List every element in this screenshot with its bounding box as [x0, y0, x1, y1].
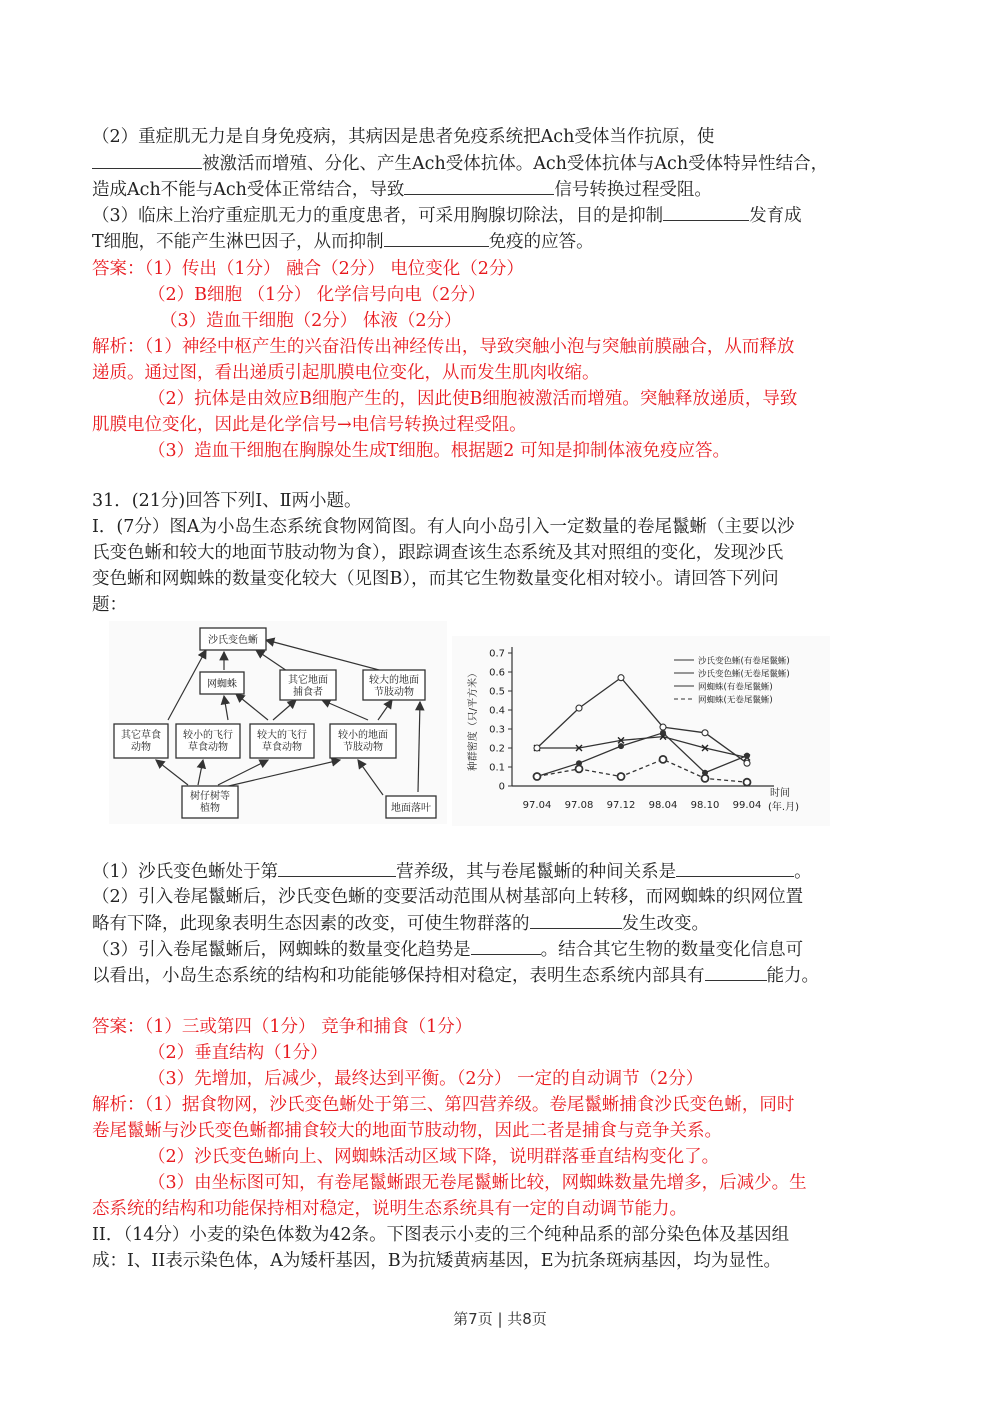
- data-point: [744, 760, 750, 766]
- x-tick-label: 98.10: [690, 800, 720, 811]
- answer-blank: [92, 150, 202, 169]
- node-wangzhizhu: [200, 672, 244, 694]
- svg-text:较大的地面节肢动物: 较大的地面节肢动物: [369, 675, 419, 698]
- node-jiaoxiao-dimian: [330, 724, 396, 758]
- q31-analysis-3: （2）沙氏变色蜥向上、网蜘蛛活动区域下降，说明群落垂直结构变化了。: [148, 1147, 720, 1167]
- q31-analysis-4: （3）由坐标图可知，有卷尾鬣蜥跟无卷尾鬣蜥比较，网蜘蛛数量先增多，后减少。生: [148, 1173, 807, 1193]
- q31-intro-2: 氏变色蜥和较大的地面节肢动物为食），跟踪调查该生态系统及其对照组的变化，发现沙氏: [92, 543, 784, 563]
- data-point: [618, 743, 624, 749]
- q31-sub3-line1: （3）引入卷尾鬣蜥后，网蜘蛛的数量变化趋势是 。结合其它生物的数量变化信息可: [92, 936, 803, 963]
- svg-text:树仔树等植物: 树仔树等植物: [190, 791, 230, 814]
- data-point: [576, 765, 583, 772]
- y-axis-label: 种群密度（只/平方米）: [468, 667, 479, 772]
- data-point: [660, 724, 666, 730]
- q31-intro-1: I．(7分）图A为小岛生态系统食物网简图。有人向小岛引入一定数量的卷尾鬣蜥（主要以沙: [92, 517, 795, 537]
- x-axis-label: 时间: [770, 788, 790, 799]
- q31-analysis-2: 卷尾鬣蜥与沙氏变色蜥都捕食较大的地面节肢动物，因此二者是捕食与竞争关系。: [92, 1121, 722, 1141]
- answer-blank: [404, 176, 554, 195]
- page-footer: 第7页 | 共8页: [453, 1310, 547, 1328]
- q30-answer-3: （3）造血干细胞（2分） 体液（2分）: [160, 311, 462, 331]
- q30-part2-line2: 被激活而增殖、分化、产生Ach受体抗体。Ach受体抗体与Ach受体特异性结合，: [92, 150, 828, 177]
- answer-blank: [676, 858, 794, 877]
- q31-intro-4: 题：: [92, 595, 127, 615]
- q30-analysis-4: 肌膜电位变化，因此是化学信号→电信号转换过程受阻。: [92, 415, 527, 435]
- q30-analysis-1: 解析：（1）神经中枢产生的兴奋沿传出神经传出，导致突触小泡与突触前膜融合，从而释放: [92, 337, 795, 357]
- y-tick-label: 0: [498, 781, 505, 793]
- node-jiaoda-feixing: [250, 724, 314, 758]
- q31-answer-1: 答案：（1）三或第四（1分） 竞争和捕食（1分）: [92, 1017, 473, 1037]
- node-shashi: [200, 628, 266, 650]
- q30-analysis-5: （3）造血干细胞在胸腺处生成T细胞。根据题2 可知是抑制体液免疫应答。: [148, 441, 731, 461]
- q31-part2-line1: II．（14分）小麦的染色体数为42条。下图表示小麦的三个纯种品系的部分染色体及基因组: [92, 1225, 790, 1245]
- y-tick-label: 0.5: [489, 686, 505, 698]
- q31-analysis-5: 态系统的结构和功能保持相对稳定，说明生态系统具有一定的自动调节能力。: [92, 1199, 687, 1219]
- legend-label: 网蜘蛛(有卷尾鬣蜥): [698, 682, 773, 693]
- y-tick-label: 0.2: [489, 743, 505, 755]
- data-point: [744, 753, 750, 759]
- x-tick-label: 98.04: [648, 800, 678, 811]
- q30-part3-line1: （3）临床上治疗重症肌无力的重度患者，可采用胸腺切除法，目的是抑制 发育成: [92, 202, 802, 229]
- q31-part2-line2: 成：I、II表示染色体，A为矮杆基因，B为抗矮黄病基因，E为抗条斑病基因，均为显性。: [92, 1251, 782, 1271]
- svg-text:其它草食动物: 其它草食动物: [121, 730, 161, 753]
- q31-header: 31．(21分)回答下列Ⅰ、Ⅱ两小题。: [92, 491, 362, 511]
- q30-part2-line1: （2）重症肌无力是自身免疫病，其病因是患者免疫系统把Ach受体当作抗原，使: [92, 127, 715, 147]
- svg-text:沙氏变色蜥: 沙氏变色蜥: [208, 635, 258, 646]
- q31-sub1: （1）沙氏变色蜥处于第 营养级，其与卷尾鬣蜥的种间关系是 。: [92, 858, 812, 885]
- q31-sub2-line2: 略有下降，此现象表明生态因素的改变，可使生物群落的 发生改变。: [92, 910, 709, 937]
- x-axis-unit: (年.月): [768, 802, 799, 813]
- q31-sub2-line1: （2）引入卷尾鬣蜥后，沙氏变色蜥的变要活动范围从树基部向上转移，而网蜘蛛的织网位置: [92, 887, 804, 907]
- svg-text:网蜘蛛: 网蜘蛛: [207, 679, 237, 690]
- legend-label: 网蜘蛛(无卷尾鬣蜥): [698, 695, 773, 706]
- data-point: [702, 775, 709, 782]
- food-web-diagram: [108, 620, 448, 825]
- q30-analysis-3: （2）抗体是由效应B细胞产生的，因此使B细胞被激活而增殖。突触释放递质，导致: [148, 389, 798, 409]
- y-tick-label: 0.1: [489, 762, 505, 774]
- data-point: [660, 756, 667, 763]
- y-tick-label: 0.6: [489, 667, 505, 679]
- svg-text:地面落叶: 地面落叶: [391, 803, 431, 814]
- node-qita-dimian: [280, 670, 336, 700]
- q30-answer-2: （2）B细胞 （1分） 化学信号向电（2分）: [148, 285, 486, 305]
- x-tick-label: 97.12: [606, 800, 636, 811]
- q31-answer-3: （3）先增加，后减少，最终达到平衡。（2分） 一定的自动调节（2分）: [148, 1069, 704, 1089]
- node-dimian-luoye: [386, 796, 436, 818]
- data-point: [534, 773, 541, 780]
- x-tick-label: 97.04: [522, 800, 552, 811]
- x-tick-label: 99.04: [732, 800, 762, 811]
- q31-intro-3: 变色蜥和网蜘蛛的数量变化较大（见图B），而其它生物数量变化相对较小。请回答下列问: [92, 569, 779, 589]
- population-density-chart: [452, 636, 830, 826]
- y-tick-label: 0.4: [489, 705, 505, 717]
- x-tick-label: 97.08: [564, 800, 594, 811]
- data-point: [618, 773, 625, 780]
- legend-label: 沙氏变色蜥(有卷尾鬣蜥): [698, 656, 790, 667]
- answer-blank: [278, 858, 396, 877]
- q30-part2-line3: 造成Ach不能与Ach受体正常结合，导致 信号转换过程受阻。: [92, 176, 712, 203]
- answer-blank: [384, 228, 489, 247]
- q31-analysis-1: 解析：（1）据食物网，沙氏变色蜥处于第三、第四营养级。卷尾鬣蜥捕食沙氏变色蜥，同时: [92, 1095, 795, 1115]
- data-point: [660, 730, 666, 736]
- data-point: [618, 675, 624, 681]
- svg-text:较小的飞行草食动物: 较小的飞行草食动物: [183, 730, 233, 753]
- data-point: [534, 745, 540, 751]
- q31-answer-2: （2）垂直结构（1分）: [148, 1043, 328, 1063]
- svg-text:较小的地面节肢动物: 较小的地面节肢动物: [338, 730, 388, 753]
- answer-blank: [471, 936, 541, 955]
- node-qita-caoshi: [114, 724, 168, 758]
- q30-answer-1: 答案：（1）传出（1分） 融合（2分） 电位变化（2分）: [92, 259, 524, 279]
- answer-blank: [663, 202, 749, 221]
- node-jiaoxiao-feixing: [176, 724, 240, 758]
- node-jiaoda-dimian: [363, 670, 425, 700]
- legend-label: 沙氏变色蜥(无卷尾鬣蜥): [698, 669, 790, 680]
- q30-part3-line2: T细胞，不能产生淋巴因子，从而抑制 免疫的应答。: [92, 228, 594, 255]
- svg-text:其它地面捕食者: 其它地面捕食者: [288, 675, 328, 698]
- y-tick-label: 0.3: [489, 724, 505, 736]
- data-point: [744, 779, 751, 786]
- answer-blank: [705, 962, 767, 981]
- svg-text:较大的飞行草食动物: 较大的飞行草食动物: [257, 730, 307, 753]
- node-shuzhi: [182, 786, 238, 818]
- y-tick-label: 0.7: [489, 648, 505, 660]
- q31-sub3-line2: 以看出，小岛生态系统的结构和功能能够保持相对稳定，表明生态系统内部具有 能力。: [92, 962, 819, 989]
- q30-analysis-2: 递质。通过图，看出递质引起肌膜电位变化，从而发生肌肉收缩。: [92, 363, 600, 383]
- data-point: [576, 705, 582, 711]
- answer-blank: [530, 910, 622, 929]
- data-point: [702, 730, 708, 736]
